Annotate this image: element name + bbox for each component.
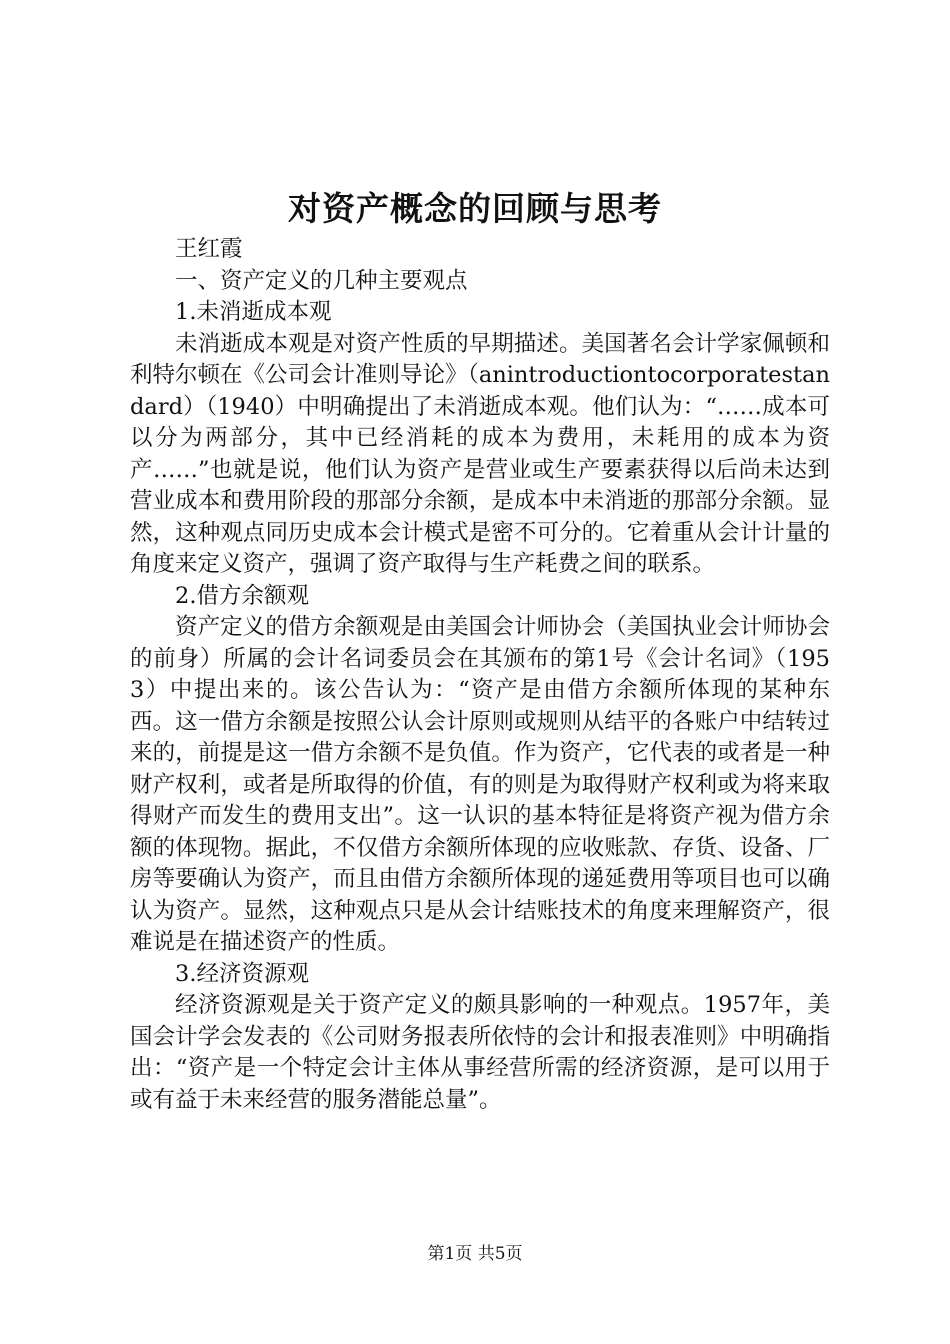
- subsection-heading-3: 3.经济资源观: [175, 960, 309, 987]
- document-body: [130, 234, 830, 1116]
- page-number-footer: 第1页 共5页: [427, 1244, 523, 1264]
- author-name: 王红霞: [175, 236, 243, 262]
- subsection-heading-1: 1.未消逝成本观: [175, 299, 332, 325]
- paragraph-1: 未消逝成本观是对资产性质的早期描述。美国著名会计学家佩顿和利特尔顿在《公司会计准则导论》（anintroductiontocorporatestandard）（1940）中明确提出了未消逝成本观。他们认为：“……成本可以分为两部分，其中已经消耗的成本为费用，未耗用的成本为资产……”也就是说，他们认为资产是营业或生产要素获得以后尚未达到营业成本和费用阶段的那部分余额，是成本中未消逝的那部分余额。显然，这种观点同历史成本会计模式是密不可分的。它着重从会计计量的角度来定义资产，强调了资产取得与生产耗费之间的联系。: [130, 330, 830, 577]
- paragraph-2: 资产定义的借方余额观是由美国会计师协会（美国执业会计师协会的前身）所属的会计名词委员会在其颁布的第1号《会计名词》（1953）中提出来的。该公告认为：“资产是由借方余额所体现的某种东西。这一借方余额是按照公认会计原则或规则从结平的各账户中结转过来的，前提是这一借方余额不是负值。作为资产，它代表的或者是一种财产权利，或者是所取得的价值，有的则是为取得财产权利或为将来取得财产而发生的费用支出”。这一认识的基本特征是将资产视为借方余额的体现物。据此，不仅借方余额所体现的应收账款、存货、设备、厂房等要确认为资产，而且由借方余额所体现的递延费用等项目也可以确认为资产。显然，这种观点只是从会计结账技术的角度来理解资产，很难说是在描述资产的性质。: [130, 614, 830, 955]
- section-heading: 一、资产定义的几种主要观点: [175, 267, 468, 294]
- paragraph-3: 经济资源观是关于资产定义的颇具影响的一种观点。1957年，美国会计学会发表的《公司财务报表所依恃的会计和报表准则》中明确指出：“资产是一个特定会计主体从事经营所需的经济资源，是可以用于或有益于未来经营的服务潜能总量”。: [130, 992, 830, 1113]
- subsection-heading-2: 2.借方余额观: [175, 582, 309, 609]
- document-title: 对资产概念的回顾与思考: [288, 189, 662, 228]
